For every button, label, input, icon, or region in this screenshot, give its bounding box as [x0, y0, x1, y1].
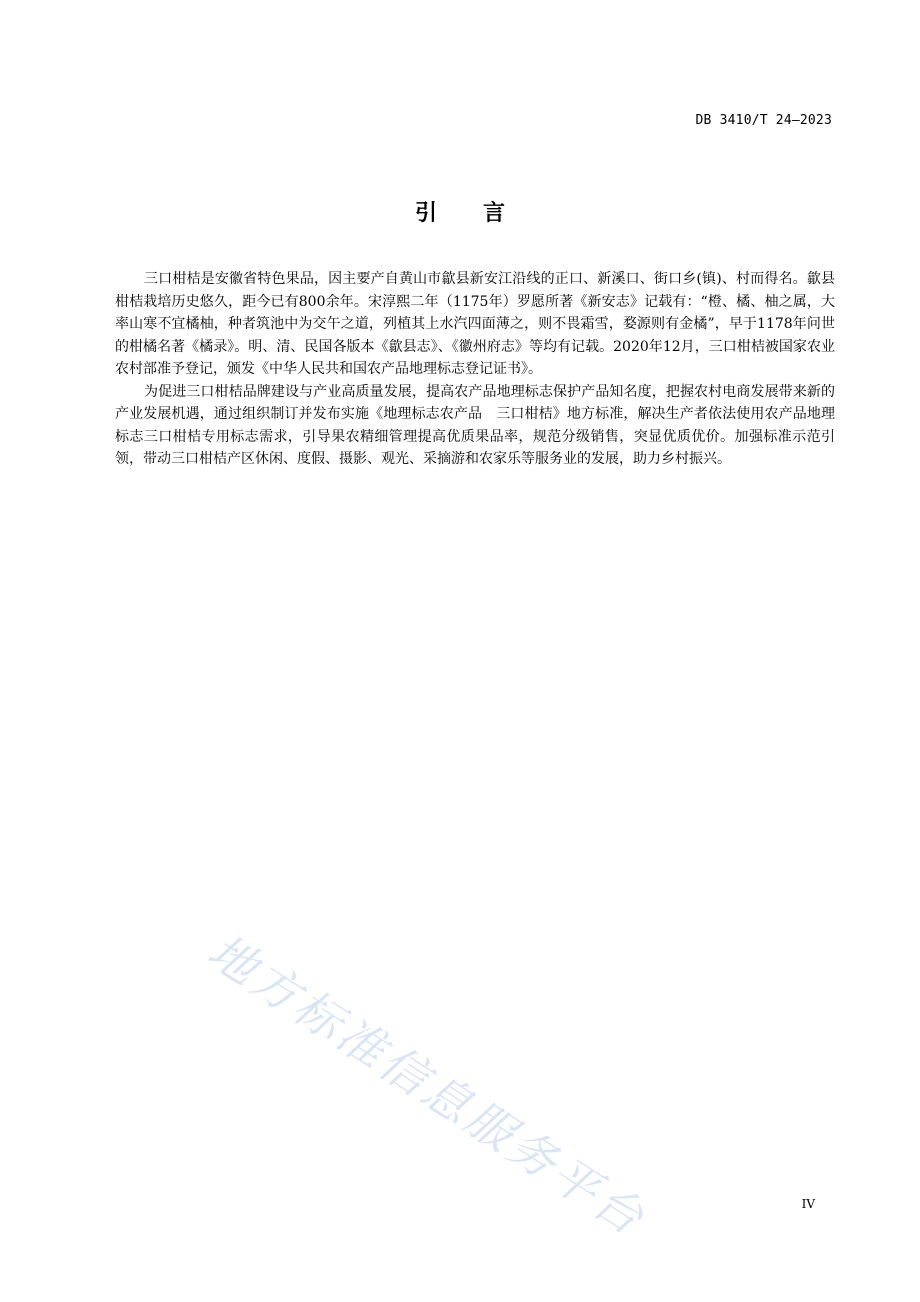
section-title: 引言 [414, 201, 551, 226]
paragraph: 为促进三口柑桔品牌建设与产业高质量发展，提高农产品地理标志保护产品知名度，把握农村电商发展带来新的产业发展机遇，通过组织制订并发布实施《地理标志农产品 三口柑桔》地方标准，解决生产者依法使用农产品地理标志三口柑桔专用标志需求，引导果农精细管理提高优质果品率，规范分级销售，突显优质优价。加强标准示范引领，带动三口柑桔产区休闲、度假、摄影、观光、采摘游和农家乐等服务业的发展，助力乡村振兴。 [115, 383, 835, 467]
watermark: 地方标准信息服务平台 [197, 923, 656, 1248]
document-code: DB 3410/T 24—2023 [695, 113, 832, 128]
introduction-body [115, 268, 835, 471]
paragraph: 三口柑桔是安徽省特色果品，因主要产自黄山市歙县新安江沿线的正口、新溪口、街口乡(镇)、村而得名。歙县柑桔栽培历史悠久，距今已有800余年。宋淳熙二年（1175年）罗愿所著《新安志》记载有：“橙、橘、柚之属，大率山寒不宜橘柚，种者筑池中为交午之道，列植其上水汽四面薄之，则不畏霜雪，婺源则有金橘”，早于1178年问世的柑橘名著《橘录》。明、清、民国各版本《歙县志》、《徽州府志》等均有记载。2020年12月，三口柑桔被国家农业农村部准予登记，颁发《中华人民共和国农产品地理标志登记证书》。 [115, 271, 835, 377]
page-number: IV [801, 1197, 815, 1211]
